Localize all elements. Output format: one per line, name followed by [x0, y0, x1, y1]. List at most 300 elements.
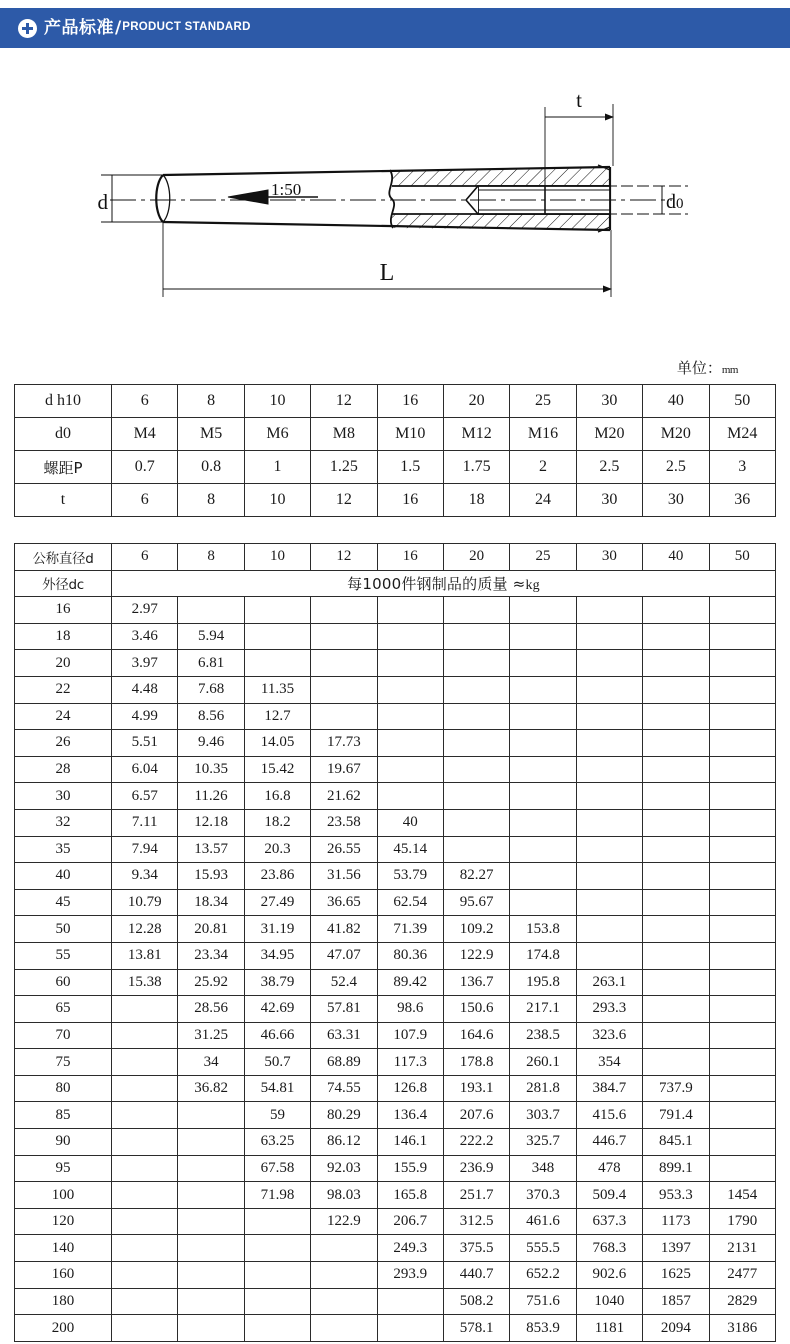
mass-cell — [643, 703, 709, 730]
mass-cell — [510, 623, 576, 650]
mass-cell: 384.7 — [576, 1075, 642, 1102]
mass-row-dc-label: 95 — [15, 1155, 112, 1182]
mass-cell: 45.14 — [377, 836, 443, 863]
mass-cell — [709, 809, 775, 836]
mass-cell: 9.46 — [178, 730, 244, 757]
mass-cell: 20.81 — [178, 916, 244, 943]
mass-cell — [709, 836, 775, 863]
mass-cell: 193.1 — [443, 1075, 509, 1102]
mass-cell — [311, 650, 377, 677]
mass-cell — [576, 756, 642, 783]
mass-cell: 41.82 — [311, 916, 377, 943]
mass-cell — [244, 1208, 310, 1235]
mass-cell — [311, 703, 377, 730]
mass-row-dc-label: 24 — [15, 703, 112, 730]
mass-table-row — [15, 1075, 776, 1102]
mass-row-dc-label: 16 — [15, 597, 112, 624]
mass-cell — [709, 1075, 775, 1102]
mass-cell — [510, 783, 576, 810]
mass-table-column-header: 50 — [709, 544, 775, 571]
mass-cell: 370.3 — [510, 1182, 576, 1209]
spec-table-row — [15, 484, 776, 517]
spec-cell: 30 — [576, 484, 642, 517]
mass-cell — [311, 1315, 377, 1342]
mass-cell — [643, 623, 709, 650]
mass-cell: 312.5 — [443, 1208, 509, 1235]
mass-table-row — [15, 836, 776, 863]
spec-cell: 6 — [112, 385, 178, 418]
mass-cell — [178, 1262, 244, 1289]
mass-cell: 46.66 — [244, 1022, 310, 1049]
mass-cell: 71.39 — [377, 916, 443, 943]
mass-cell — [643, 942, 709, 969]
mass-cell: 354 — [576, 1049, 642, 1076]
mass-cell — [709, 889, 775, 916]
mass-cell — [377, 783, 443, 810]
mass-cell — [244, 623, 310, 650]
mass-cell — [112, 1049, 178, 1076]
spec-cell: 3 — [709, 451, 775, 484]
mass-row-dc-label: 90 — [15, 1129, 112, 1156]
spec-cell: 18 — [443, 484, 509, 517]
mass-cell — [377, 703, 443, 730]
mass-cell — [377, 597, 443, 624]
mass-table-column-header: 16 — [377, 544, 443, 571]
mass-cell: 7.68 — [178, 676, 244, 703]
mass-cell — [178, 1235, 244, 1262]
mass-note-text: 每1000件钢制品的质量 ≈ — [347, 574, 526, 593]
spec-cell: 24 — [510, 484, 576, 517]
mass-cell: 845.1 — [643, 1129, 709, 1156]
mass-cell: 375.5 — [443, 1235, 509, 1262]
mass-cell: 3.46 — [112, 623, 178, 650]
spec-cell: 8 — [178, 484, 244, 517]
mass-cell — [709, 916, 775, 943]
mass-cell: 18.34 — [178, 889, 244, 916]
mass-cell: 238.5 — [510, 1022, 576, 1049]
mass-cell — [311, 1262, 377, 1289]
mass-cell: 18.2 — [244, 809, 310, 836]
mass-cell: 478 — [576, 1155, 642, 1182]
mass-row-dc-label: 75 — [15, 1049, 112, 1076]
mass-cell: 2829 — [709, 1288, 775, 1315]
mass-cell: 260.1 — [510, 1049, 576, 1076]
mass-cell — [709, 756, 775, 783]
spec-cell: M20 — [643, 418, 709, 451]
mass-row-dc-label: 70 — [15, 1022, 112, 1049]
mass-cell: 36.65 — [311, 889, 377, 916]
mass-cell — [643, 730, 709, 757]
mass-table-row — [15, 623, 776, 650]
mass-cell — [576, 676, 642, 703]
mass-table-column-header: 20 — [443, 544, 509, 571]
mass-table-column-header: 25 — [510, 544, 576, 571]
mass-cell — [178, 1315, 244, 1342]
spec-cell: M12 — [443, 418, 509, 451]
mass-cell: 57.81 — [311, 996, 377, 1023]
mass-cell: 415.6 — [576, 1102, 642, 1129]
mass-table-column-header: 12 — [311, 544, 377, 571]
mass-cell: 16.8 — [244, 783, 310, 810]
mass-row-dc-label: 100 — [15, 1182, 112, 1209]
mass-cell — [709, 650, 775, 677]
mass-cell: 953.3 — [643, 1182, 709, 1209]
mass-cell: 325.7 — [510, 1129, 576, 1156]
mass-cell — [510, 597, 576, 624]
mass-table-row — [15, 676, 776, 703]
mass-table-row — [15, 1049, 776, 1076]
mass-cell — [709, 783, 775, 810]
mass-row-dc-label: 45 — [15, 889, 112, 916]
mass-cell — [377, 1315, 443, 1342]
mass-cell — [112, 1155, 178, 1182]
spec-cell: 16 — [377, 385, 443, 418]
mass-cell — [112, 1102, 178, 1129]
mass-table-note-row — [15, 570, 776, 597]
mass-table-row — [15, 916, 776, 943]
mass-cell: 174.8 — [510, 942, 576, 969]
mass-cell: 80.29 — [311, 1102, 377, 1129]
mass-table-row — [15, 969, 776, 996]
mass-cell: 165.8 — [377, 1182, 443, 1209]
spec-cell: 0.7 — [112, 451, 178, 484]
mass-cell — [643, 1022, 709, 1049]
mass-cell: 293.9 — [377, 1262, 443, 1289]
mass-cell — [643, 863, 709, 890]
mass-table-row — [15, 889, 776, 916]
tapered-pin-drawing-svg — [0, 62, 790, 347]
mass-cell — [510, 730, 576, 757]
mass-table-header-row — [15, 544, 776, 571]
spec-table-row — [15, 451, 776, 484]
mass-cell — [576, 623, 642, 650]
mass-cell: 751.6 — [510, 1288, 576, 1315]
spec-cell: 8 — [178, 385, 244, 418]
mass-row-dc-label: 50 — [15, 916, 112, 943]
mass-cell — [709, 1155, 775, 1182]
product-drawing — [0, 62, 790, 347]
mass-cell — [311, 623, 377, 650]
mass-cell: 178.8 — [443, 1049, 509, 1076]
mass-cell: 40 — [377, 809, 443, 836]
mass-cell — [443, 730, 509, 757]
mass-cell — [709, 863, 775, 890]
mass-cell: 31.19 — [244, 916, 310, 943]
mass-cell: 12.7 — [244, 703, 310, 730]
mass-table-row — [15, 1022, 776, 1049]
mass-cell: 47.07 — [311, 942, 377, 969]
spec-row-label: t — [15, 484, 112, 517]
mass-table-body — [15, 544, 776, 1342]
mass-cell: 902.6 — [576, 1262, 642, 1289]
mass-cell: 31.25 — [178, 1022, 244, 1049]
mass-cell: 23.58 — [311, 809, 377, 836]
mass-table-row — [15, 809, 776, 836]
mass-cell: 67.58 — [244, 1155, 310, 1182]
mass-cell: 12.28 — [112, 916, 178, 943]
mass-cell: 10.79 — [112, 889, 178, 916]
mass-cell — [576, 836, 642, 863]
mass-cell: 637.3 — [576, 1208, 642, 1235]
mass-cell: 195.8 — [510, 969, 576, 996]
mass-cell: 791.4 — [643, 1102, 709, 1129]
mass-cell: 3186 — [709, 1315, 775, 1342]
unit-note-label: 单位： — [676, 361, 722, 377]
mass-cell: 13.57 — [178, 836, 244, 863]
header-separator: / — [115, 17, 122, 38]
mass-cell — [443, 836, 509, 863]
mass-table-row — [15, 942, 776, 969]
mass-table-column-header: 10 — [244, 544, 310, 571]
mass-cell: 446.7 — [576, 1129, 642, 1156]
mass-cell — [576, 783, 642, 810]
mass-table-outer-diameter-label: 外径dc — [15, 570, 112, 597]
mass-table-nominal-diameter-label: 公称直径d — [15, 544, 112, 571]
mass-cell: 348 — [510, 1155, 576, 1182]
mass-cell — [112, 1315, 178, 1342]
spec-cell: 16 — [377, 484, 443, 517]
mass-cell: 2131 — [709, 1235, 775, 1262]
mass-cell — [178, 1288, 244, 1315]
mass-table-row — [15, 783, 776, 810]
spec-cell: M16 — [510, 418, 576, 451]
mass-table-row — [15, 1129, 776, 1156]
mass-cell — [709, 942, 775, 969]
mass-cell — [510, 889, 576, 916]
spec-cell: 1.75 — [443, 451, 509, 484]
mass-cell: 6.57 — [112, 783, 178, 810]
mass-cell — [244, 1315, 310, 1342]
mass-cell: 68.89 — [311, 1049, 377, 1076]
mass-cell: 6.04 — [112, 756, 178, 783]
taper-ratio-label: 1:50 — [271, 180, 302, 199]
mass-table-span-note — [112, 570, 776, 597]
spec-cell: 2.5 — [643, 451, 709, 484]
dimension-L-label: L — [379, 260, 395, 286]
mass-table-row — [15, 863, 776, 890]
mass-cell — [510, 756, 576, 783]
mass-cell — [443, 756, 509, 783]
mass-table-row — [15, 996, 776, 1023]
spec-cell: 30 — [643, 484, 709, 517]
mass-cell: 2094 — [643, 1315, 709, 1342]
mass-cell: 38.79 — [244, 969, 310, 996]
mass-table-row — [15, 730, 776, 757]
mass-cell: 86.12 — [311, 1129, 377, 1156]
mass-cell: 122.9 — [311, 1208, 377, 1235]
mass-cell — [311, 1235, 377, 1262]
spec-cell: 1.25 — [311, 451, 377, 484]
mass-cell: 11.26 — [178, 783, 244, 810]
mass-cell — [112, 1288, 178, 1315]
mass-cell: 5.94 — [178, 623, 244, 650]
mass-cell — [643, 783, 709, 810]
spec-cell: M5 — [178, 418, 244, 451]
mass-cell — [510, 676, 576, 703]
mass-cell: 54.81 — [244, 1075, 310, 1102]
mass-table-row — [15, 1155, 776, 1182]
mass-row-dc-label: 180 — [15, 1288, 112, 1315]
mass-cell: 8.56 — [178, 703, 244, 730]
spec-row-label: d h10 — [15, 385, 112, 418]
mass-row-dc-label: 85 — [15, 1102, 112, 1129]
mass-cell — [178, 1208, 244, 1235]
unit-note — [677, 357, 738, 378]
mass-cell — [709, 969, 775, 996]
mass-cell — [311, 676, 377, 703]
mass-row-dc-label: 26 — [15, 730, 112, 757]
mass-cell: 19.67 — [311, 756, 377, 783]
mass-cell — [576, 703, 642, 730]
mass-cell — [510, 836, 576, 863]
mass-cell: 62.54 — [377, 889, 443, 916]
mass-cell: 5.51 — [112, 730, 178, 757]
spec-cell: M8 — [311, 418, 377, 451]
spec-cell: M10 — [377, 418, 443, 451]
mass-cell: 281.8 — [510, 1075, 576, 1102]
spec-cell: M20 — [576, 418, 642, 451]
mass-cell — [643, 809, 709, 836]
mass-cell — [643, 969, 709, 996]
mass-cell: 222.2 — [443, 1129, 509, 1156]
dimension-t-label: t — [576, 88, 582, 112]
mass-note-unit: kg — [525, 577, 540, 593]
mass-table-row — [15, 1315, 776, 1342]
mass-cell: 461.6 — [510, 1208, 576, 1235]
header-title-en: PRODUCT STANDARD — [122, 21, 251, 34]
mass-cell: 71.98 — [244, 1182, 310, 1209]
mass-cell: 263.1 — [576, 969, 642, 996]
mass-cell: 10.35 — [178, 756, 244, 783]
mass-cell: 63.25 — [244, 1129, 310, 1156]
mass-cell — [311, 597, 377, 624]
mass-row-dc-label: 200 — [15, 1315, 112, 1342]
mass-cell — [377, 623, 443, 650]
mass-cell: 107.9 — [377, 1022, 443, 1049]
mass-cell — [112, 1262, 178, 1289]
mass-cell: 768.3 — [576, 1235, 642, 1262]
mass-cell: 1625 — [643, 1262, 709, 1289]
mass-cell: 1173 — [643, 1208, 709, 1235]
mass-cell: 6.81 — [178, 650, 244, 677]
mass-cell — [709, 1049, 775, 1076]
mass-row-dc-label: 80 — [15, 1075, 112, 1102]
mass-cell: 80.36 — [377, 942, 443, 969]
mass-cell: 25.92 — [178, 969, 244, 996]
spec-cell: 20 — [443, 385, 509, 418]
mass-cell — [443, 783, 509, 810]
mass-cell — [643, 597, 709, 624]
mass-cell: 126.8 — [377, 1075, 443, 1102]
mass-cell: 13.81 — [112, 942, 178, 969]
mass-cell: 2.97 — [112, 597, 178, 624]
mass-cell — [244, 1262, 310, 1289]
spec-cell: 36 — [709, 484, 775, 517]
mass-cell: 509.4 — [576, 1182, 642, 1209]
mass-cell: 150.6 — [443, 996, 509, 1023]
mass-cell — [709, 597, 775, 624]
mass-cell: 236.9 — [443, 1155, 509, 1182]
mass-row-dc-label: 32 — [15, 809, 112, 836]
mass-cell: 1857 — [643, 1288, 709, 1315]
mass-cell: 98.6 — [377, 996, 443, 1023]
mass-cell: 293.3 — [576, 996, 642, 1023]
spec-cell: 2 — [510, 451, 576, 484]
mass-cell — [510, 703, 576, 730]
mass-cell: 7.94 — [112, 836, 178, 863]
mass-cell — [576, 863, 642, 890]
spec-cell: 10 — [244, 484, 310, 517]
mass-cell — [112, 996, 178, 1023]
mass-cell: 737.9 — [643, 1075, 709, 1102]
spec-row-label: 螺距P — [15, 451, 112, 484]
dimension-d0-label: d0 — [666, 191, 684, 213]
mass-cell — [377, 676, 443, 703]
mass-cell: 303.7 — [510, 1102, 576, 1129]
mass-cell — [709, 730, 775, 757]
mass-cell: 36.82 — [178, 1075, 244, 1102]
unit-note-value: mm — [721, 364, 738, 376]
specification-table-body — [15, 385, 776, 517]
mass-row-dc-label: 40 — [15, 863, 112, 890]
mass-cell: 899.1 — [643, 1155, 709, 1182]
mass-cell: 95.67 — [443, 889, 509, 916]
mass-cell — [178, 1155, 244, 1182]
mass-row-dc-label: 28 — [15, 756, 112, 783]
mass-cell: 34 — [178, 1049, 244, 1076]
mass-row-dc-label: 30 — [15, 783, 112, 810]
mass-table-row — [15, 1288, 776, 1315]
mass-cell: 74.55 — [311, 1075, 377, 1102]
mass-table-row — [15, 1262, 776, 1289]
mass-cell — [443, 597, 509, 624]
mass-cell — [112, 1022, 178, 1049]
mass-cell — [643, 650, 709, 677]
mass-table-row — [15, 756, 776, 783]
mass-row-dc-label: 140 — [15, 1235, 112, 1262]
mass-cell: 652.2 — [510, 1262, 576, 1289]
mass-cell — [643, 676, 709, 703]
mass-cell: 4.99 — [112, 703, 178, 730]
mass-cell: 7.11 — [112, 809, 178, 836]
mass-cell — [377, 650, 443, 677]
mass-cell: 146.1 — [377, 1129, 443, 1156]
mass-cell — [709, 623, 775, 650]
mass-cell: 98.03 — [311, 1182, 377, 1209]
mass-cell — [377, 756, 443, 783]
mass-cell — [112, 1075, 178, 1102]
mass-cell: 249.3 — [377, 1235, 443, 1262]
mass-cell: 15.38 — [112, 969, 178, 996]
mass-cell — [576, 809, 642, 836]
spec-cell: M6 — [244, 418, 310, 451]
mass-cell: 207.6 — [443, 1102, 509, 1129]
spec-row-label: d0 — [15, 418, 112, 451]
mass-cell: 153.8 — [510, 916, 576, 943]
mass-cell: 34.95 — [244, 942, 310, 969]
spec-cell: 50 — [709, 385, 775, 418]
mass-cell — [112, 1235, 178, 1262]
mass-cell: 21.62 — [311, 783, 377, 810]
mass-cell — [244, 650, 310, 677]
mass-cell: 1040 — [576, 1288, 642, 1315]
mass-cell: 92.03 — [311, 1155, 377, 1182]
mass-per-1000-table — [14, 543, 776, 1342]
spec-cell: 30 — [576, 385, 642, 418]
mass-cell — [112, 1208, 178, 1235]
spec-cell: 1.5 — [377, 451, 443, 484]
mass-cell: 2477 — [709, 1262, 775, 1289]
